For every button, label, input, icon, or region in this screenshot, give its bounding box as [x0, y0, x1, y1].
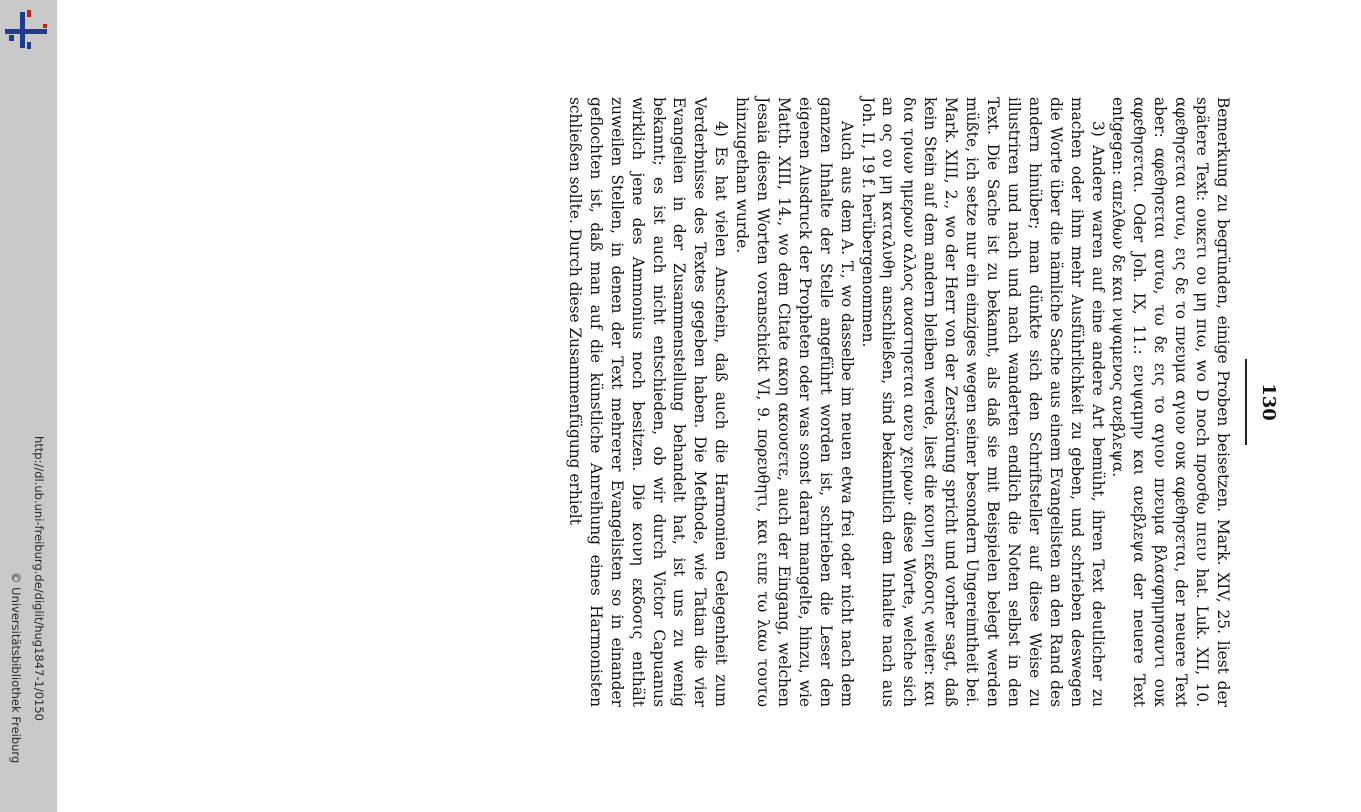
page-body — [564, 97, 1233, 707]
scanned-page — [57, 0, 1361, 812]
paragraph-2: 3) Andere waren auf eine andere Art bemüht, ihren Text deutlicher zu machen oder ihm mehr Ausführlichkeit zu geben, und schrieben deswegen die Worte über die nämliche Sache aus einem Evangelisten an den Rand des andern hinüber; man dünkte sich den Schriftsteller auf diese Weise zu illustriren und nach und nach wanderten endlich die Noten selbst in den Text. Die Sache ist zu bekannt, als daß sie mit Beispielen belegt werden müßte, ich setze nur ein einziges wegen seiner besondern Ungereimtheit bei. Mark. XIII, 2., wo der Herr von der Zerstörung spricht und vorher sagt, daß kein Stein auf dem andern bleiben werde, liest die κοινη εκδοσις weiter: και δια τριων ημερων αλλος αναστησεται ανευ χειρων· diese Worte, welche sich an ος ου μη καταλυθη anschließen, sind bekanntlich dem Inhalte nach aus Joh. II, 19 f. herübergenommen. — [858, 97, 1107, 707]
page-content — [209, 97, 1289, 707]
page-url[interactable]: http://dl.ub.uni-freiburg.de/diglit/hug1847-1/0150 — [32, 436, 46, 721]
viewer-sidebar — [0, 0, 57, 812]
paragraph-1: Bemerkung zu begründen, einige Proben beisetzen. Mark. XIV, 25. liest der spätere Text: ουκετι ου μη πιω, wo D noch προσθω πιειν hat. Luk. XII, 10. αφεθησεται αυτω, εις δε το πνευμα αγιον ουκ αφεθησεται, der neuere Text aber: αφεθησεται αυτω, τω δε εις το αγιον πνευμα βλασφημησαντι ουκ αφεθησεται. Oder Joh. IX, 11.: ενιψαμην και ανεβλεψα der neuere Text entgegen: απελθων δε και νιψαμενος ανεβλεψα. — [1109, 97, 1232, 707]
ub-freiburg-logo-icon — [3, 7, 49, 51]
page-number: 130 — [1258, 383, 1279, 421]
header-rule — [1245, 359, 1247, 445]
paragraph-3: Auch aus dem A. T., wo dasselbe im neuen etwa frei oder nicht nach dem ganzen Inhalte der Stelle angeführt worden ist, schrieben die Leser den eigenen Ausdruck der Propheten oder was sonst daran mangelte, hinzu, wie Matth. XIII, 14., wo dem Citate ακοη ακουσετε, auch der Eingang, welchen Jesaia diesen Worten voranschickt VI, 9. πορευθητι, και ειπε τω λαω τουτω hinzugethan wurde. — [733, 97, 856, 707]
copyright-notice: © Universitätsbibliothek Freiburg — [9, 572, 23, 764]
paragraph-4: 4) Es hat vielen Anschein, daß auch die Harmonien Gelegenheit zum Verderbnisse des Textes gegeben haben. Die Methode, wie Tatian die vier Evangelien in der Zusammenstellung behandelt hat, ist uns zu wenig bekannt; es ist auch nicht entschieden, ob wir durch Victor Capuanus wirklich jene des Ammonius noch besitzen. Die κοινη εκδοσις enthält zuweilen Stellen, in denen der Text mehrerer Evangelisten so in einander geflochten ist, daß man auf die künstliche Anreihung eines Harmonisten schließen sollte. Durch diese Zusammenfügung erhielt — [565, 97, 731, 707]
